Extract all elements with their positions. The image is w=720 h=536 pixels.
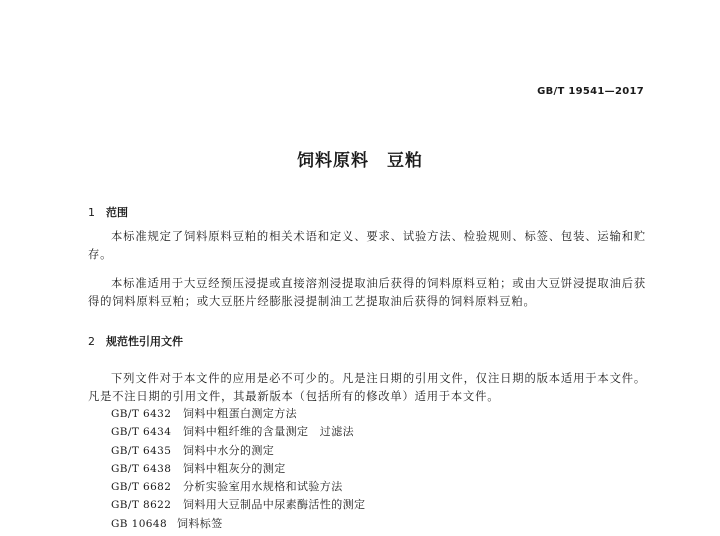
reference-code: GB 10648 [111,517,168,530]
reference-item [111,423,365,441]
reference-code: GB/T 8622 [111,499,172,512]
reference-title: 饲料中粗灰分的测定 [183,461,286,475]
scope-paragraph-2: 本标准适用于大豆经预压浸提或直接溶剂浸提取油后获得的饲料原料豆粕；或由大豆饼浸提取油后获得的饲料原料豆粕；或大豆胚片经膨胀浸提制油工艺提取油后获得的饲料原料豆粕。 [88,277,646,308]
reference-code: GB/T 6434 [111,426,172,439]
standard-number: GB/T 19541—2017 [537,86,644,97]
section-heading-references [88,333,183,349]
reference-item [111,405,365,423]
scope-paragraph-1: 本标准规定了饲料原料豆粕的相关术语和定义、要求、试验方法、检验规则、标签、包装、运输和贮存。 [88,230,646,261]
reference-title: 饲料中粗蛋白测定方法 [183,407,297,420]
section-number: 2 [88,335,95,348]
reference-list [111,405,365,533]
reference-code: GB/T 6435 [111,444,172,457]
reference-item [111,460,365,478]
reference-title: 饲料用大豆制品中尿素酶活性的测定 [183,498,366,512]
document-title: 饲料原料 豆粕 [297,151,423,171]
section-title: 规范性引用文件 [106,335,183,348]
section-heading-scope [88,204,128,220]
section-number: 1 [88,206,95,219]
reference-item [111,496,365,514]
reference-item [111,515,365,533]
reference-item [111,442,365,460]
reference-code: GB/T 6432 [111,408,172,420]
reference-item [111,478,365,496]
reference-title: 分析实验室用水规格和试验方法 [183,480,343,494]
reference-title: 饲料中水分的测定 [183,443,275,457]
reference-title: 饲料中粗纤维的含量测定 过滤法 [183,425,354,439]
reference-title: 饲料标签 [177,516,223,530]
section-title: 范围 [106,206,128,219]
reference-code: GB/T 6682 [111,481,172,494]
references-intro-paragraph: 下列文件对于本文件的应用是必不可少的。凡是注日期的引用文件，仅注日期的版本适用于本文件。凡是不注日期的引用文件，其最新版本（包括所有的修改单）适用于本文件。 [88,372,646,403]
reference-code: GB/T 6438 [111,462,172,475]
